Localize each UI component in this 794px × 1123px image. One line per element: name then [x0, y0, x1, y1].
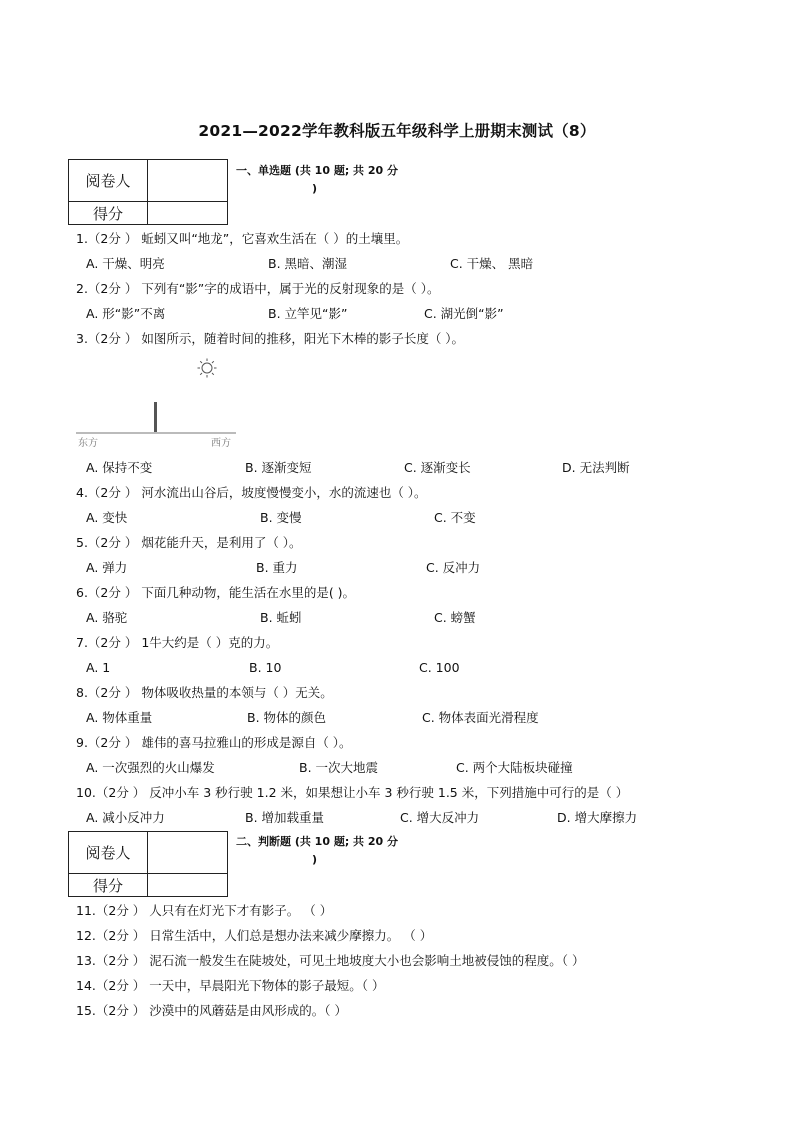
score-label: 得分 — [69, 874, 148, 897]
option: B. 物体的颜色 — [247, 710, 327, 725]
option: D. 增大摩擦力 — [557, 810, 638, 825]
wooden-stick — [154, 402, 157, 432]
option: A. 干燥、明亮 — [86, 256, 165, 271]
section-title-close: ) — [312, 182, 318, 195]
option: A. 形“影”不离 — [86, 306, 166, 321]
option: A. 减小反冲力 — [86, 810, 165, 825]
option: A. 保持不变 — [86, 460, 153, 475]
page-title: 2021—2022学年教科版五年级科学上册期末测试（8） — [198, 122, 596, 140]
question: 3.（2分 ） 如图所示，随着时间的推移，阳光下木棒的影子长度（ ）。 — [76, 331, 465, 346]
option: C. 增大反冲力 — [400, 810, 480, 825]
section-heading — [236, 162, 398, 198]
question: 5.（2分 ） 烟花能升天，是利用了（ ）。 — [76, 535, 302, 550]
option: A. 变快 — [86, 510, 128, 525]
question: 2.（2分 ） 下列有“影”字的成语中，属于光的反射现象的是（ ）。 — [76, 281, 440, 296]
option: A. 物体重量 — [86, 710, 153, 725]
option: C. 螃蟹 — [434, 610, 476, 625]
question: 4.（2分 ） 河水流出山谷后，坡度慢慢变小，水的流速也（ ）。 — [76, 485, 427, 500]
judgment-question: 15.（2分 ） 沙漠中的风蘑菇是由风形成的。（ ） — [76, 1003, 348, 1018]
option: C. 逐渐变长 — [404, 460, 471, 475]
reviewer-label: 阅卷人 — [69, 832, 148, 874]
sun-icon — [198, 359, 217, 378]
reviewer-label: 阅卷人 — [69, 160, 148, 202]
question: 1.（2分 ） 蚯蚓又叫“地龙”，它喜欢生活在（ ）的土壤里。 — [76, 231, 409, 246]
option: B. 变慢 — [260, 510, 302, 525]
score-box — [68, 831, 228, 897]
option: B. 10 — [249, 660, 282, 675]
section-title-close: ) — [312, 853, 318, 866]
option: B. 立竿见“影” — [268, 306, 348, 321]
question: 8.（2分 ） 物体吸收热量的本领与（ ）无关。 — [76, 685, 333, 700]
option: B. 一次大地震 — [299, 760, 379, 775]
option: D. 无法判断 — [562, 460, 630, 475]
reviewer-cell — [148, 832, 228, 874]
option: B. 增加载重量 — [245, 810, 325, 825]
judgment-question: 12.（2分 ） 日常生活中，人们总是想办法来减少摩擦力。 （ ） — [76, 928, 433, 943]
question: 6.（2分 ） 下面几种动物，能生活在水里的是( )。 — [76, 585, 356, 600]
section-heading — [236, 833, 398, 869]
score-cell — [148, 874, 228, 897]
judgment-question: 14.（2分 ） 一天中，早晨阳光下物体的影子最短。（ ） — [76, 978, 385, 993]
section-title: 二、判断题 (共 10 题; 共 20 分 — [236, 835, 399, 848]
option: B. 黑暗、潮湿 — [268, 256, 348, 271]
option: C. 100 — [419, 660, 460, 675]
option: C. 不变 — [434, 510, 476, 525]
reviewer-cell — [148, 160, 228, 202]
question: 7.（2分 ） 1牛大约是（ ）克的力。 — [76, 635, 279, 650]
question: 10.（2分 ） 反冲小车 3 秒行驶 1.2 米，如果想让小车 3 秒行驶 1.5 米，下列措施中可行的是（ ） — [76, 785, 629, 800]
question: 9.（2分 ） 雄伟的喜马拉雅山的形成是源自（ ）。 — [76, 735, 352, 750]
west-label: 西方 — [211, 438, 231, 449]
east-label: 东方 — [78, 438, 98, 449]
option: C. 反冲力 — [426, 560, 481, 575]
score-box — [68, 159, 228, 225]
section-title: 一、单选题 (共 10 题; 共 20 分 — [236, 164, 399, 177]
option: C. 两个大陆板块碰撞 — [456, 760, 573, 775]
option: B. 重力 — [256, 560, 298, 575]
judgment-question: 11.（2分 ） 人只有在灯光下才有影子。 （ ） — [76, 903, 333, 918]
option: A. 骆驼 — [86, 610, 128, 625]
option: B. 逐渐变短 — [245, 460, 312, 475]
option: A. 弹力 — [86, 560, 128, 575]
option: C. 干燥、 黑暗 — [450, 256, 534, 271]
option: B. 蚯蚓 — [260, 610, 302, 625]
option: A. 1 — [86, 660, 111, 675]
stick-shadow-figure — [76, 355, 246, 455]
score-label: 得分 — [69, 202, 148, 225]
judgment-question: 13.（2分 ） 泥石流一般发生在陡坡处，可见土地坡度大小也会影响土地被侵蚀的程度。（ ） — [76, 953, 585, 968]
score-cell — [148, 202, 228, 225]
option: C. 湖光倒“影” — [424, 306, 504, 321]
option: A. 一次强烈的火山爆发 — [86, 760, 215, 775]
option: C. 物体表面光滑程度 — [422, 710, 539, 725]
